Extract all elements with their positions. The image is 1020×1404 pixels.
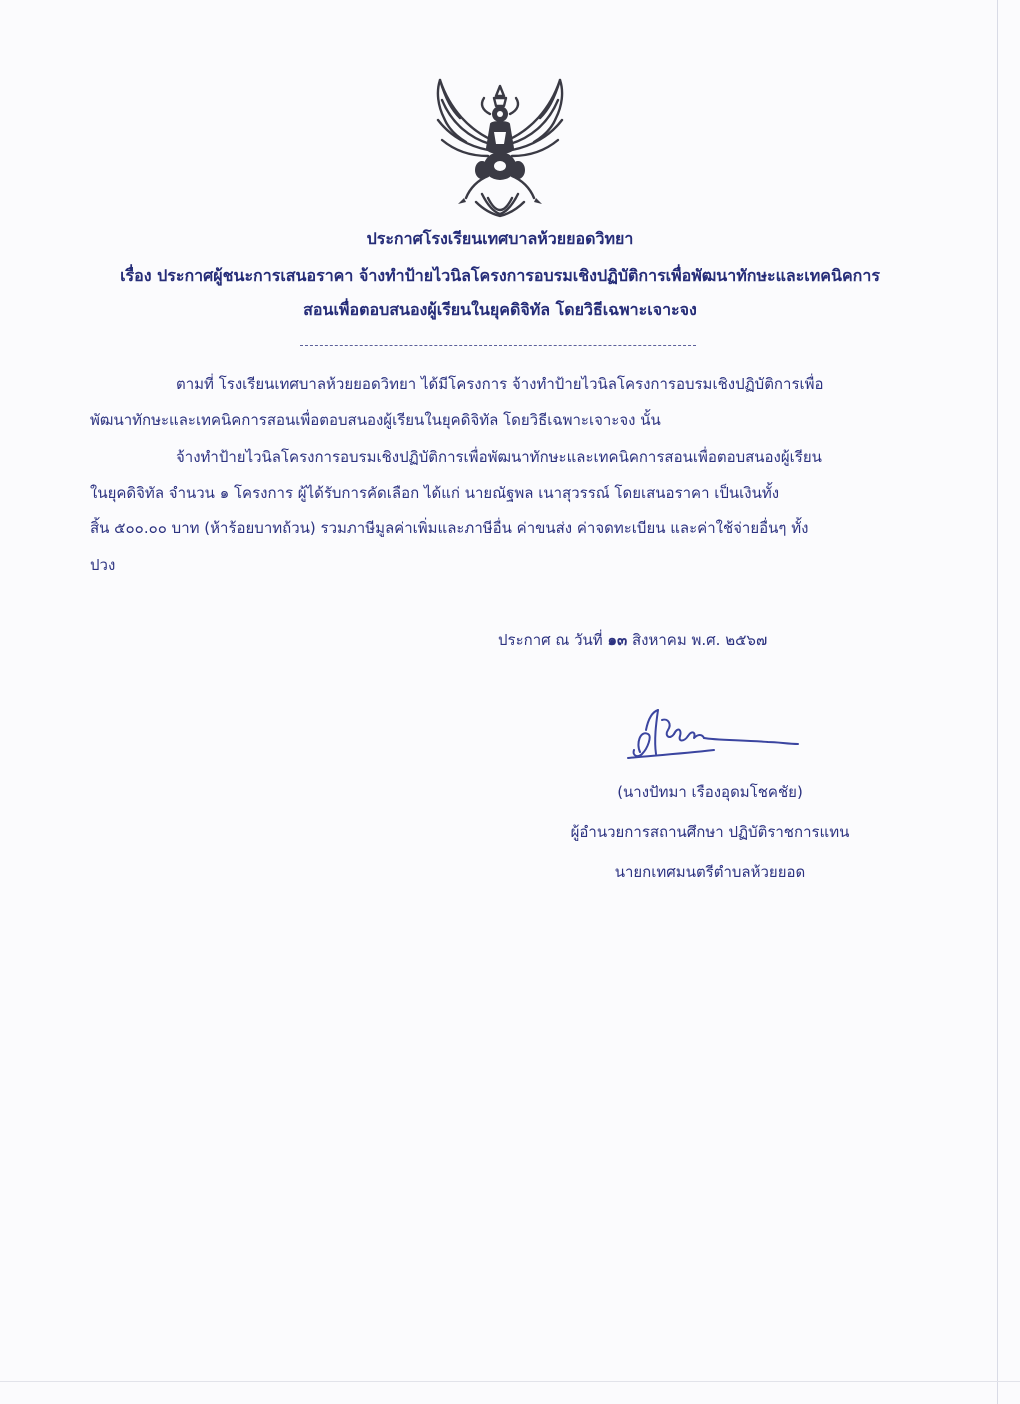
- document-title: ประกาศโรงเรียนเทศบาลห้วยยอดวิทยา: [366, 229, 634, 248]
- page-edge: [0, 1381, 1020, 1382]
- subject-line: เรื่อง ประกาศผู้ชนะการเสนอราคา จ้างทำป้ายไวนิลโครงการอบรมเชิงปฏิบัติการเพื่อพัฒนาทักษะและเทคนิคการ: [120, 266, 880, 285]
- date-prefix: ประกาศ ณ วันที่: [498, 631, 608, 649]
- date-day: ๑๓: [607, 631, 628, 649]
- announce-date: [498, 630, 767, 650]
- paragraph-line: จ้างทำป้ายไวนิลโครงการอบรมเชิงปฏิบัติการเพื่อพัฒนาทักษะและเทคนิคการสอนเพื่อตอบสนองผู้เรียน: [176, 448, 822, 466]
- handwritten-signature-icon: [618, 700, 808, 770]
- signer-name: (นางปัทมา เรืองอุดมโชคชัย): [617, 783, 803, 801]
- paragraph-line: พัฒนาทักษะและเทคนิคการสอนเพื่อตอบสนองผู้เรียนในยุคดิจิทัล โดยวิธีเฉพาะเจาะจง นั้น: [90, 411, 661, 429]
- signer-position: นายกเทศมนตรีตำบลห้วยยอด: [614, 863, 806, 881]
- paragraph-line: สิ้น ๕๐๐.๐๐ บาท (ห้าร้อยบาทถ้วน) รวมภาษีมูลค่าเพิ่มและภาษีอื่น ค่าขนส่ง ค่าจดทะเบียน และค่าใช้จ่ายอื่นๆ ทั้ง: [90, 519, 809, 537]
- paragraph-line: ในยุคดิจิทัล จำนวน ๑ โครงการ ผู้ได้รับการคัดเลือก ได้แก่ นายณัฐพล เนาสุวรรณ์ โดยเสนอราคา เป็นเงินทั้ง: [90, 484, 780, 502]
- paragraph-line: ปวง: [90, 556, 116, 574]
- garuda-emblem-icon: [430, 70, 570, 218]
- subject-line: สอนเพื่อตอบสนองผู้เรียนในยุคดิจิทัล โดยวิธีเฉพาะเจาะจง: [303, 300, 697, 319]
- date-suffix: สิงหาคม พ.ศ. ๒๕๖๗: [627, 631, 768, 649]
- paragraph-line: ตามที่ โรงเรียนเทศบาลห้วยยอดวิทยา ได้มีโครงการ จ้างทำป้ายไวนิลโครงการอบรมเชิงปฏิบัติการเพื่อ: [176, 375, 824, 393]
- page-edge: [997, 0, 998, 1404]
- divider: [300, 345, 696, 346]
- signer-position: ผู้อำนวยการสถานศึกษา ปฏิบัติราชการแทน: [570, 823, 850, 841]
